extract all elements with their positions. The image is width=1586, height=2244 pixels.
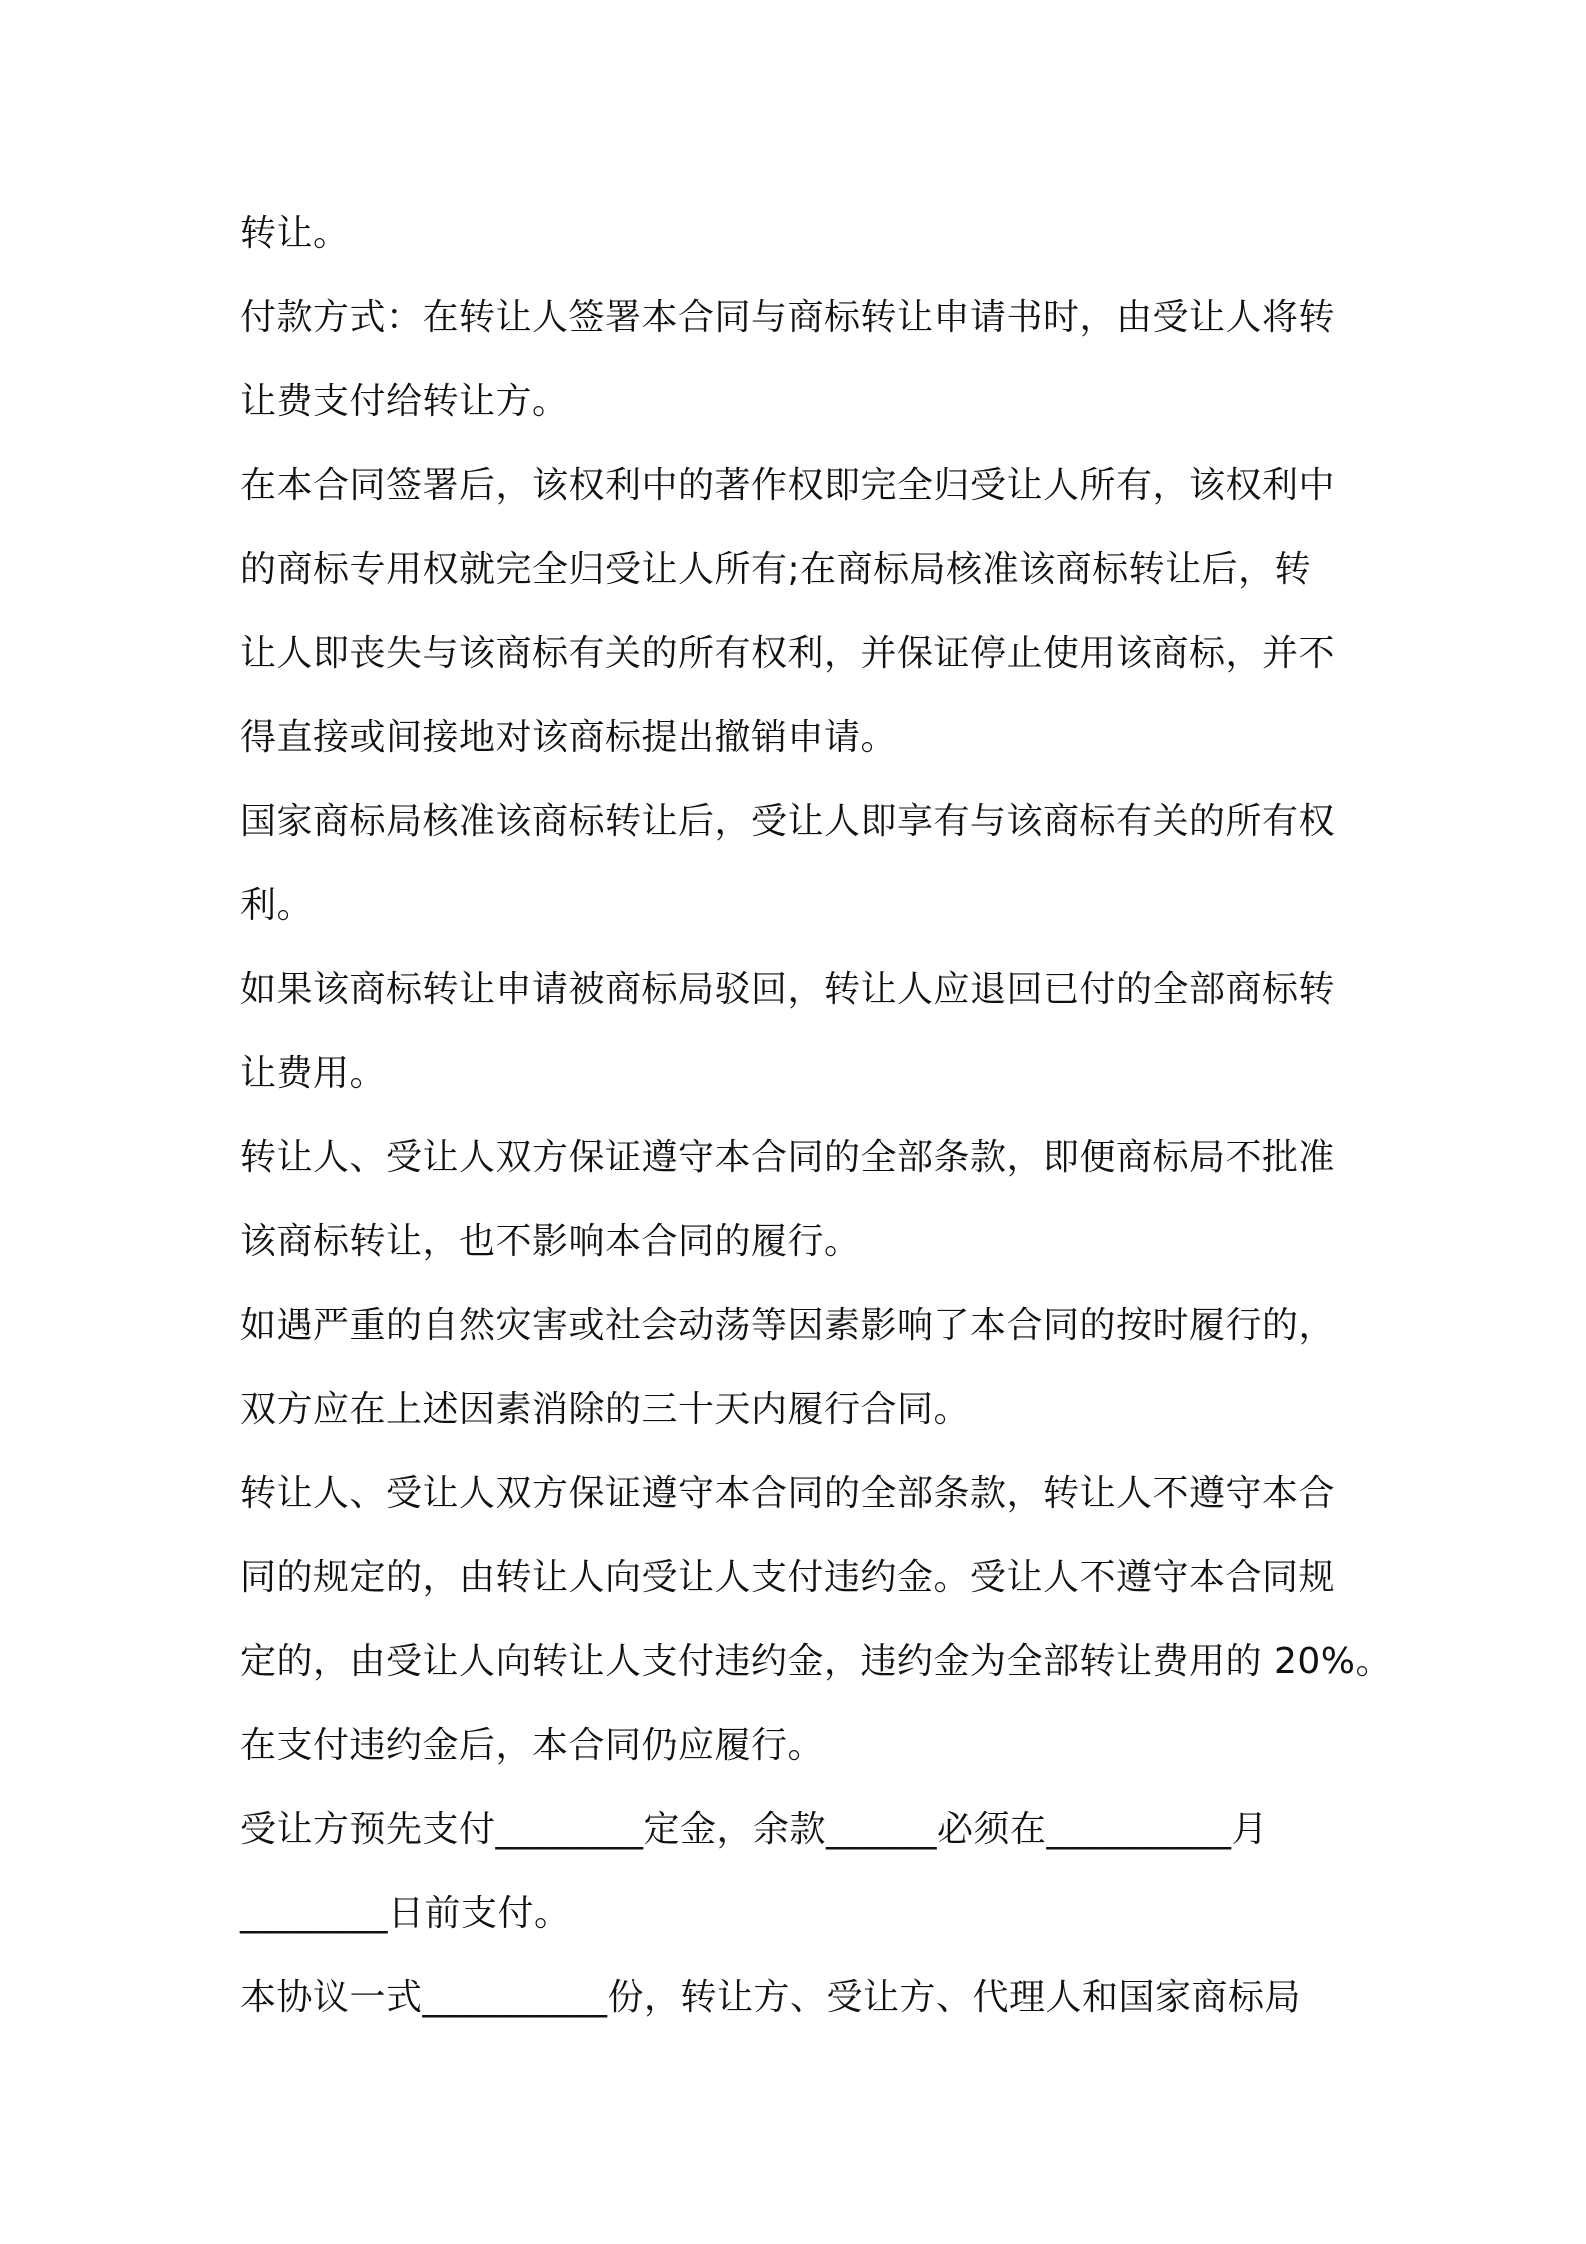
document-line: 在支付违约金后，本合同仍应履行。 [240,1725,825,1766]
document-line: 本协议一式__________份，转让方、受让方、代理人和国家商标局 [240,1977,1302,2018]
document-line: 定的，由受让人向转让人支付违约金，违约金为全部转让费用的 20%。 [240,1641,1392,1682]
document-line: 让人即丧失与该商标有关的所有权利，并保证停止使用该商标，并不 [240,633,1336,674]
document-line: 付款方式：在转让人签署本合同与商标转让申请书时，由受让人将转 [240,297,1336,338]
document-line: 受让方预先支付________定金，余款______必须在__________月 [240,1809,1269,1850]
document-line: 利。 [240,885,314,926]
document-line: 双方应在上述因素消除的三十天内履行合同。 [240,1389,971,1430]
document-line: ________日前支付。 [240,1893,571,1934]
document-line: 让费支付给转让方。 [240,381,569,422]
document-line: 的商标专用权就完全归受让人所有;在商标局核准该商标转让后，转 [240,549,1312,590]
document-line: 转让人、受让人双方保证遵守本合同的全部条款，转让人不遵守本合 [240,1473,1336,1514]
document-line: 国家商标局核准该商标转让后，受让人即享有与该商标有关的所有权 [240,801,1336,842]
document-line: 在本合同签署后，该权利中的著作权即完全归受让人所有，该权利中 [240,465,1336,506]
document-line: 转让。 [240,213,350,254]
document-body [240,192,1392,2040]
document-line: 同的规定的，由转让人向受让人支付违约金。受让人不遵守本合同规 [240,1557,1336,1598]
document-line: 让费用。 [240,1053,387,1094]
document-line: 得直接或间接地对该商标提出撤销申请。 [240,717,898,758]
document-line: 如遇严重的自然灾害或社会动荡等因素影响了本合同的按时履行的， [240,1305,1336,1346]
document-line: 如果该商标转让申请被商标局驳回，转让人应退回已付的全部商标转 [240,969,1336,1010]
document-line: 转让人、受让人双方保证遵守本合同的全部条款，即便商标局不批准 [240,1137,1336,1178]
document-line: 该商标转让，也不影响本合同的履行。 [240,1221,861,1262]
